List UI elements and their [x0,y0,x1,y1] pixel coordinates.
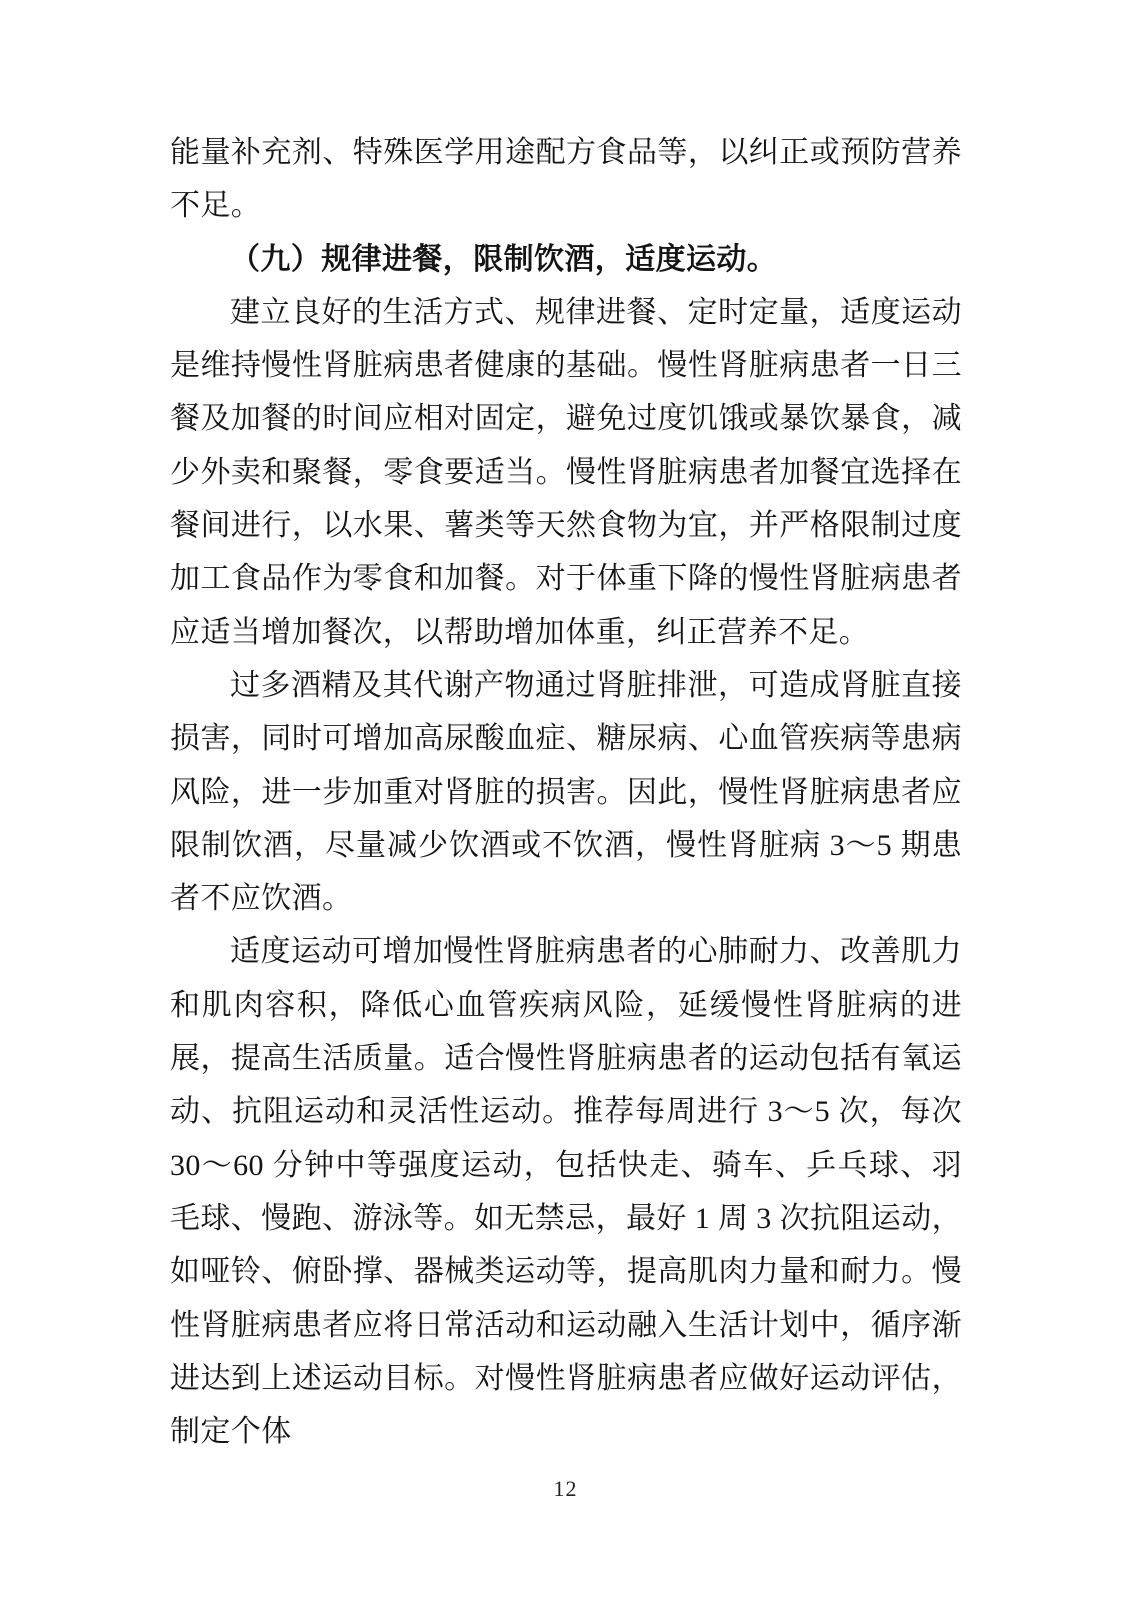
section-heading: （九）规律进餐，限制饮酒，适度运动。 [230,242,778,276]
paragraph: 建立良好的生活方式、规律进餐、定时定量，适度运动是维持慢性肾脏病患者健康的基础。慢性肾脏病患者一日三餐及加餐的时间应相对固定，避免过度饥饿或暴饮暴食，减少外卖和聚餐，零食要适当。慢性肾脏病患者加餐宜选择在餐间进行，以水果、薯类等天然食物为宜，并严格限制过度加工食品作为零食和加餐。对于体重下降的慢性肾脏病患者应适当增加餐次，以帮助增加体重，纠正营养不足。 [170,295,962,649]
page-number: 12 [553,1476,578,1501]
page-content [170,126,962,1458]
paragraph-continued: 能量补充剂、特殊医学用途配方食品等，以纠正或预防营养不足。 [170,136,962,223]
paragraph: 适度运动可增加慢性肾脏病患者的心肺耐力、改善肌力和肌肉容积，降低心血管疾病风险，延缓慢性肾脏病的进展，提高生活质量。适合慢性肾脏病患者的运动包括有氧运动、抗阻运动和灵活性运动。推荐每周进行 3～5 次，每次 30～60 分钟中等强度运动，包括快走、骑车、乒乓球、羽毛球、慢跑、游泳等。如无禁忌，最好 1 周 3 次抗阻运动，如哑铃、俯卧撑、器械类运动等，提高肌肉力量和耐力。慢性肾脏病患者应将日常活动和运动融入生活计划中，循序渐进达到上述运动目标。对慢性肾脏病患者应做好运动评估，制定个体 [170,935,962,1449]
page-footer [0,1476,1131,1502]
paragraph: 过多酒精及其代谢产物通过肾脏排泄，可造成肾脏直接损害，同时可增加高尿酸血症、糖尿病、心血管疾病等患病风险，进一步加重对肾脏的损害。因此，慢性肾脏病患者应限制饮酒，尽量减少饮酒或不饮酒，慢性肾脏病 3～5 期患者不应饮酒。 [170,668,962,916]
